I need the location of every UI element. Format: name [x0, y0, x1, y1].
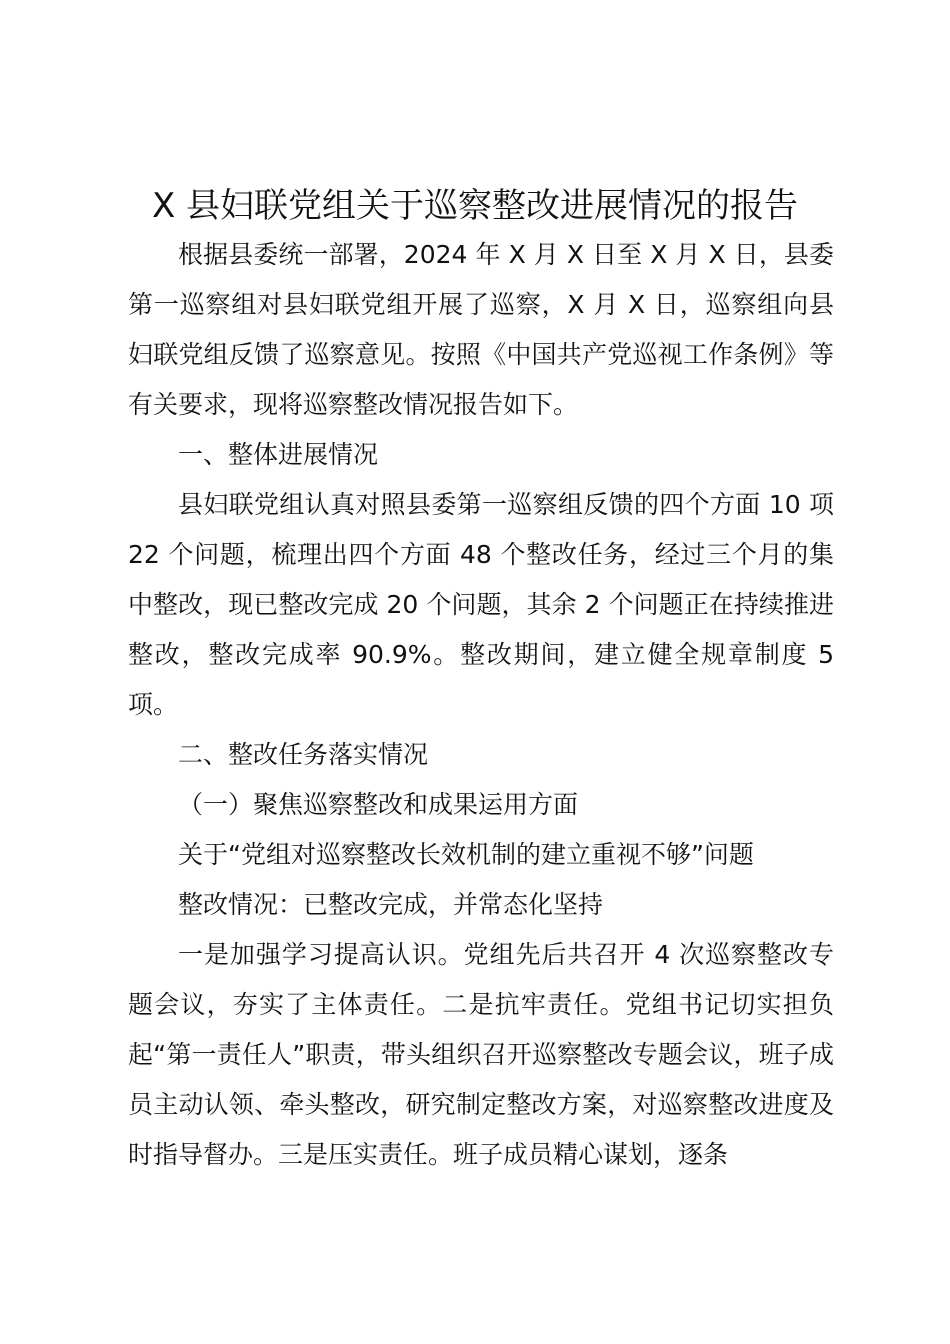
document-body [128, 230, 834, 1180]
rectification-status: 整改情况：已整改完成，并常态化坚持 [178, 890, 604, 919]
document-title: X 县妇联党组关于巡察整改进展情况的报告 [151, 186, 799, 226]
paragraph-measures: 一是加强学习提高认识。党组先后共召开 4 次巡察整改专题会议，夯实了主体责任。二是抗牢责任。党组书记切实担负起“第一责任人”职责，带头组织召开巡察整改专题会议，班子成员主动认领、牵头整改，研究制定整改方案，对巡察整改进度及时指导督办。三是压实责任。班子成员精心谋划，逐条 [128, 940, 834, 1169]
section-heading-task-implementation: 二、整改任务落实情况 [178, 740, 429, 769]
subsection-heading: （一）聚焦巡察整改和成果运用方面 [178, 790, 579, 819]
paragraph-intro: 根据县委统一部署，2024 年 X 月 X 日至 X 月 X 日，县委第一巡察组对县妇联党组开展了巡察，X 月 X 日，巡察组向县妇联党组反馈了巡察意见。按照《中国共产党巡视工作条例》等有关要求，现将巡察整改情况报告如下。 [128, 240, 834, 419]
section-heading-overall-progress: 一、整体进展情况 [178, 440, 379, 469]
paragraph-overall-progress: 县妇联党组认真对照县委第一巡察组反馈的四个方面 10 项 22 个问题，梳理出四个方面 48 个整改任务，经过三个月的集中整改，现已整改完成 20 个问题，其余 2 个问题正在持续推进整改，整改完成率 90.9%。整改期间，建立健全规章制度 5 项。 [128, 490, 834, 719]
issue-heading: 关于“党组对巡察整改长效机制的建立重视不够”问题 [178, 840, 754, 869]
